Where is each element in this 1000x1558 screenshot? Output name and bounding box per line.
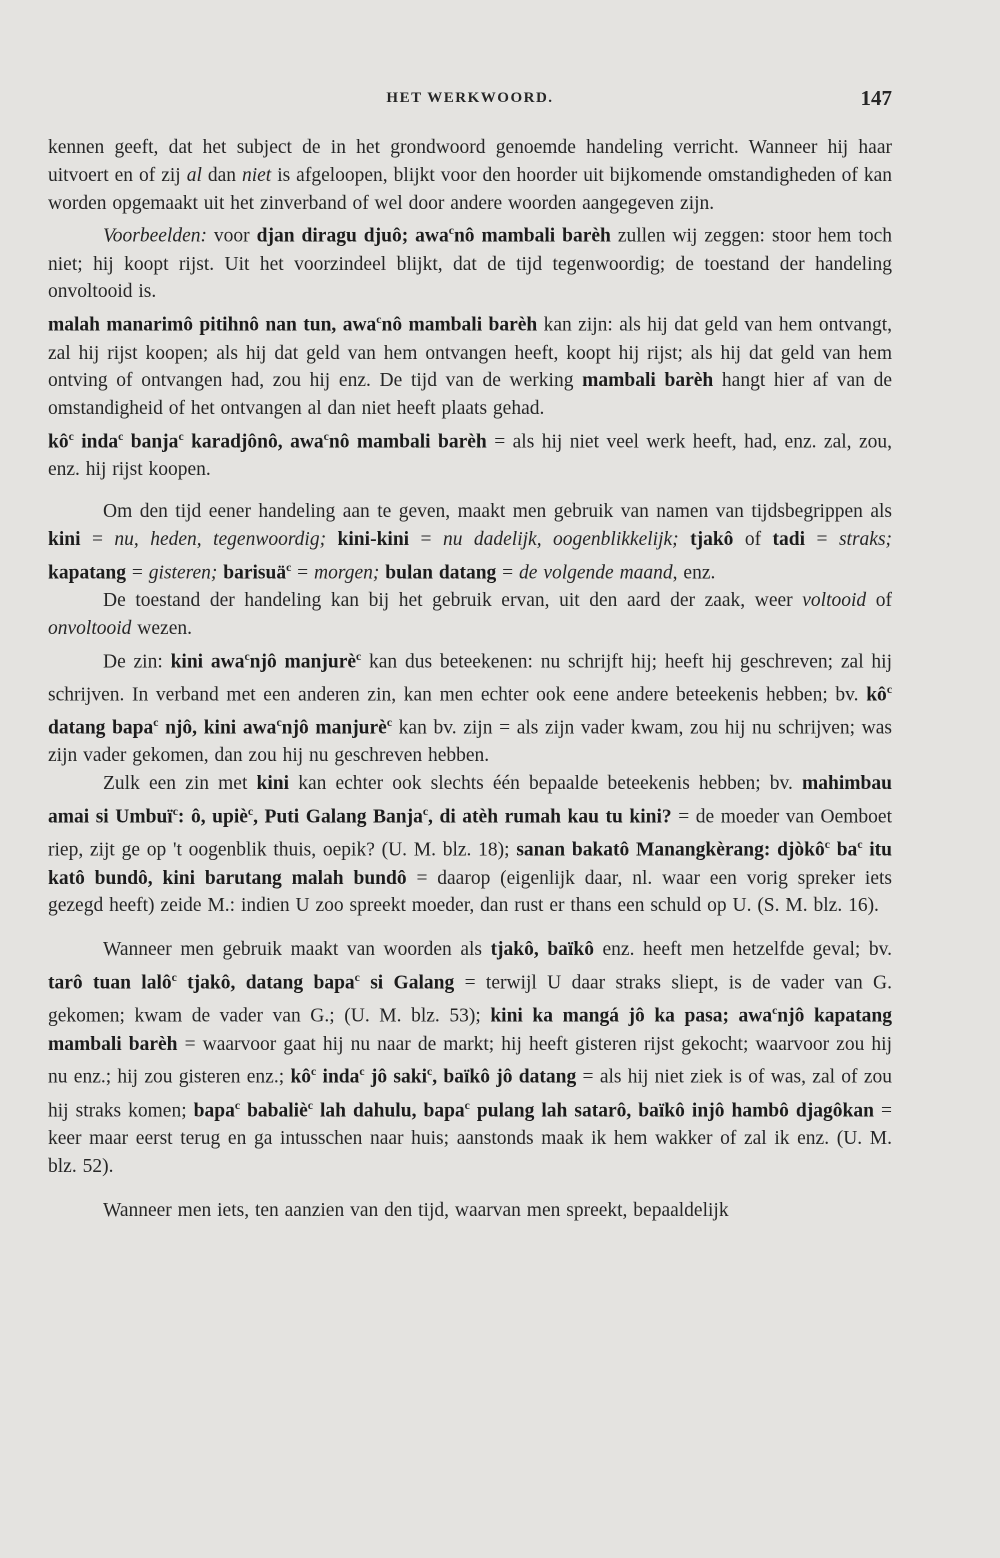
text-run: dan (201, 164, 242, 186)
paragraph (48, 587, 892, 643)
paragraph (48, 217, 892, 306)
bold-term: mambali barèh (582, 370, 714, 392)
text-run: De zin: (103, 651, 171, 673)
bold-term: kô (866, 684, 887, 706)
paragraph (48, 306, 892, 423)
italic-text: Voorbeelden: (103, 225, 207, 247)
text-run: of (866, 589, 892, 611)
text-run: Wanneer men gebruik maakt van woorden als (103, 939, 491, 961)
italic-text: al (186, 164, 202, 186)
superscript-mark: c (118, 429, 124, 443)
superscript-mark: c (172, 805, 178, 819)
text-run: = (126, 562, 149, 584)
text-run: enz. heeft men hetzelfde geval; bv. (593, 939, 892, 961)
superscript-mark: c (307, 1098, 313, 1112)
superscript-mark: c (178, 429, 184, 443)
bold-term: njô, kini awa (158, 717, 277, 739)
bold-term: njô manjurè (249, 651, 357, 673)
bold-term: nô mambali barèh (381, 314, 538, 336)
bold-term: kini-kini (337, 528, 410, 550)
text-run: = terwijl U daar straks sliept, is de vader van G. gekomen; kwam de vader van G.; (U. M. blz. 53); (48, 972, 892, 1027)
text-run: = (409, 528, 443, 550)
page-number: 147 (860, 86, 892, 110)
bold-term: kini ka mangá jô ka pasa; awa (490, 1005, 773, 1027)
bold-term: inda (316, 1066, 360, 1088)
bold-term: njô kapatang mambali barèh (48, 1005, 892, 1055)
bold-term: inda (73, 431, 119, 453)
bold-term: banja (123, 431, 179, 453)
text-run: = (291, 562, 315, 584)
bold-term: bulan datang (385, 562, 497, 584)
italic-text: nu, heden, tegenwoordig; (114, 528, 327, 550)
bold-term: ba (829, 839, 858, 861)
bold-term: tjakô, baïkô (490, 939, 594, 961)
superscript-mark: c (359, 1065, 365, 1079)
running-title: HET WERKWOORD. (386, 90, 554, 106)
bold-term: nô mambali barèh (453, 225, 611, 247)
superscript-mark: c (448, 224, 454, 238)
italic-text: nu dadelijk, oogenblikkelijk; (442, 528, 679, 550)
superscript-mark: c (772, 1004, 778, 1018)
text-run: kan echter ook slechts één bepaalde beteekenis hebben; bv. (289, 773, 803, 795)
text-run: , enz. (672, 562, 716, 584)
text-run: wezen. (131, 617, 192, 639)
superscript-mark: c (886, 682, 892, 696)
text-run (326, 529, 337, 550)
text-run: = (80, 528, 115, 550)
body-text (48, 134, 892, 1224)
paragraph (48, 643, 892, 771)
bold-term: , di atèh rumah kau tu kini? (428, 806, 672, 828)
page-header (48, 86, 892, 116)
superscript-mark: c (153, 716, 159, 730)
bold-term: tadi (772, 528, 806, 550)
text-run: is afgeloopen, blijkt voor den hoorder uit bijkomende omstandigheden of kan worden opgemaakt uit het zinverband of wel door andere woorden aangegeven zijn. (48, 164, 892, 214)
paragraph (48, 423, 892, 484)
bold-term: karadjônô, awa (183, 431, 324, 453)
superscript-mark: c (427, 1065, 433, 1079)
superscript-mark: c (234, 1098, 241, 1112)
bold-term: mahimbau amai si Umbuï (48, 773, 892, 828)
text-run: = keer maar eerst terug en ga intusschen naar huis; aanstonds maak ik hem wakker of zal ik enz. (U. M. blz. 52). (48, 1100, 892, 1177)
superscript-mark: c (857, 838, 863, 852)
bold-term: lah dahulu, bapa (312, 1100, 465, 1122)
paragraph (48, 134, 892, 217)
text-run: hangt hier af van de omstandigheid of het ontvangen al dan niet heeft plaats gehad. (48, 370, 893, 420)
paragraph (48, 1197, 892, 1225)
bold-term: tjakô, datang bapa (176, 972, 355, 994)
text-run: zullen wij zeggen: stoor hem toch niet; hij koopt rijst. Uit het voorzindeel blijkt, dat de tijd tegenwoordig; de toestand der handeling onvoltooid is. (48, 225, 893, 303)
text-run: Zulk een zin met (103, 773, 257, 795)
text-run: De toestand der handeling kan bij het gebruik ervan, uit den aard der zaak, weer (103, 589, 803, 611)
italic-text: voltooid (802, 589, 867, 611)
bold-term: njô manjurè (281, 717, 387, 739)
text-run: = daarop (eigenlijk daar, nl. waar een vorig spreker iets gezegd heeft) zeide M.: indien U zoo spreekt moeder, dan rust er thans een schuld op U. (S. M. blz. 16). (48, 867, 892, 917)
italic-text: morgen; (314, 562, 380, 584)
text-run: kan bv. zijn = als zijn vader kwam, zou hij nu schrijven; was zijn vader gekomen, dan zou hij nu geschreven hebben. (48, 717, 893, 767)
italic-text: straks; (838, 528, 893, 550)
bold-term: : ô, upiè (177, 806, 248, 828)
italic-text: de volgende maand (519, 562, 673, 584)
bold-term: tjakô (690, 528, 734, 550)
superscript-mark: c (276, 716, 282, 730)
superscript-mark: c (323, 429, 329, 443)
superscript-mark: c (244, 649, 250, 663)
bold-term: si Galang (359, 972, 455, 994)
bold-term: datang bapa (48, 717, 154, 739)
bold-term: kini (256, 773, 290, 795)
superscript-mark: c (247, 805, 254, 819)
bold-term: kini (48, 528, 81, 550)
italic-text: onvoltooid (48, 617, 132, 639)
superscript-mark: c (422, 805, 429, 819)
text-run: = waarvoor gaat hij nu naar de markt; hij heeft gisteren rijst gekocht; waarvoor zou hij nu enz.; hij zou gisteren enz.; (48, 1033, 892, 1088)
text-run: kennen geeft, dat het subject de in het grondwoord genoemde handeling verricht. Wanneer hij haar uitvoert en of zij (48, 137, 892, 186)
bold-term: kô (48, 431, 69, 453)
bold-term: kini awa (170, 651, 245, 673)
text-run: of (733, 528, 773, 550)
italic-text: gisteren; (148, 562, 218, 584)
text-run: = (805, 528, 839, 550)
text-run: kan zijn: als hij dat geld van hem ontvangt, zal hij rijst koopen; als hij dat geld van hem ontvangen heeft, koopt hij rijst; als hij dat geld van hem ontving of ontvangen had, zou hij enz. De tijd van de werking (48, 314, 892, 392)
superscript-mark: c (824, 838, 830, 852)
bold-term: barisuä (223, 562, 287, 584)
bold-term: pulang lah satarô, baïkô injô hambô djagôkan (469, 1100, 874, 1122)
bold-term: , Puti Galang Banja (253, 806, 423, 828)
superscript-mark: c (356, 649, 362, 663)
superscript-mark: c (68, 429, 74, 443)
bold-term: itu katô bundô, kini barutang malah bundô (48, 839, 892, 889)
text-run: kan dus beteekenen: nu schrijft hij; heeft hij geschreven; zal hij schrijven. In verband met een anderen zin, kan men echter ook eene andere beteekenis hebben; bv. (48, 651, 892, 706)
superscript-mark: c (311, 1065, 317, 1079)
paragraph (48, 498, 892, 587)
text-run: = als hij niet veel werk heeft, had, enz. zal, zou, enz. hij rijst koopen. (48, 431, 893, 481)
text-run: = (496, 562, 520, 584)
superscript-mark: c (464, 1098, 470, 1112)
bold-term: malah manarimô pitihnô nan tun, awa (48, 314, 377, 336)
paragraph (48, 770, 892, 920)
bold-term: nô mambali barèh (328, 431, 487, 453)
text-run (679, 529, 690, 550)
superscript-mark: c (354, 971, 360, 985)
text-run: Om den tijd eener handeling aan te geven, maakt men gebruik van namen van tijdsbegrippen als (103, 501, 892, 523)
bold-term: sanan bakatô Manangkèrang: djòkô (516, 839, 825, 861)
text-run: = de moeder van Oemboet riep, zijt ge op 't oogenblik thuis, oepik? (U. M. blz. 18); (48, 806, 892, 861)
paragraph (48, 936, 892, 1180)
bold-term: bapa (193, 1100, 235, 1122)
italic-text: niet (241, 164, 272, 186)
superscript-mark: c (376, 313, 382, 327)
bold-term: babaliè (240, 1100, 308, 1122)
superscript-mark: c (171, 971, 177, 985)
bold-term: , baïkô jô datang (432, 1066, 577, 1088)
bold-term: kô (290, 1066, 312, 1088)
superscript-mark: c (286, 560, 292, 574)
superscript-mark: c (386, 716, 393, 730)
bold-term: djan diragu djuô; awa (256, 225, 449, 247)
bold-term: tarô tuan lalô (48, 972, 172, 994)
text-run: voor (206, 225, 257, 247)
text-run: Wanneer men iets, ten aanzien van den tijd, waarvan men spreekt, bepaaldelijk (103, 1199, 729, 1221)
bold-term: kapatang (48, 562, 127, 584)
text-run: = als hij niet ziek is of was, zal of zou hij straks komen; (48, 1066, 892, 1122)
bold-term: jô saki (364, 1066, 428, 1088)
